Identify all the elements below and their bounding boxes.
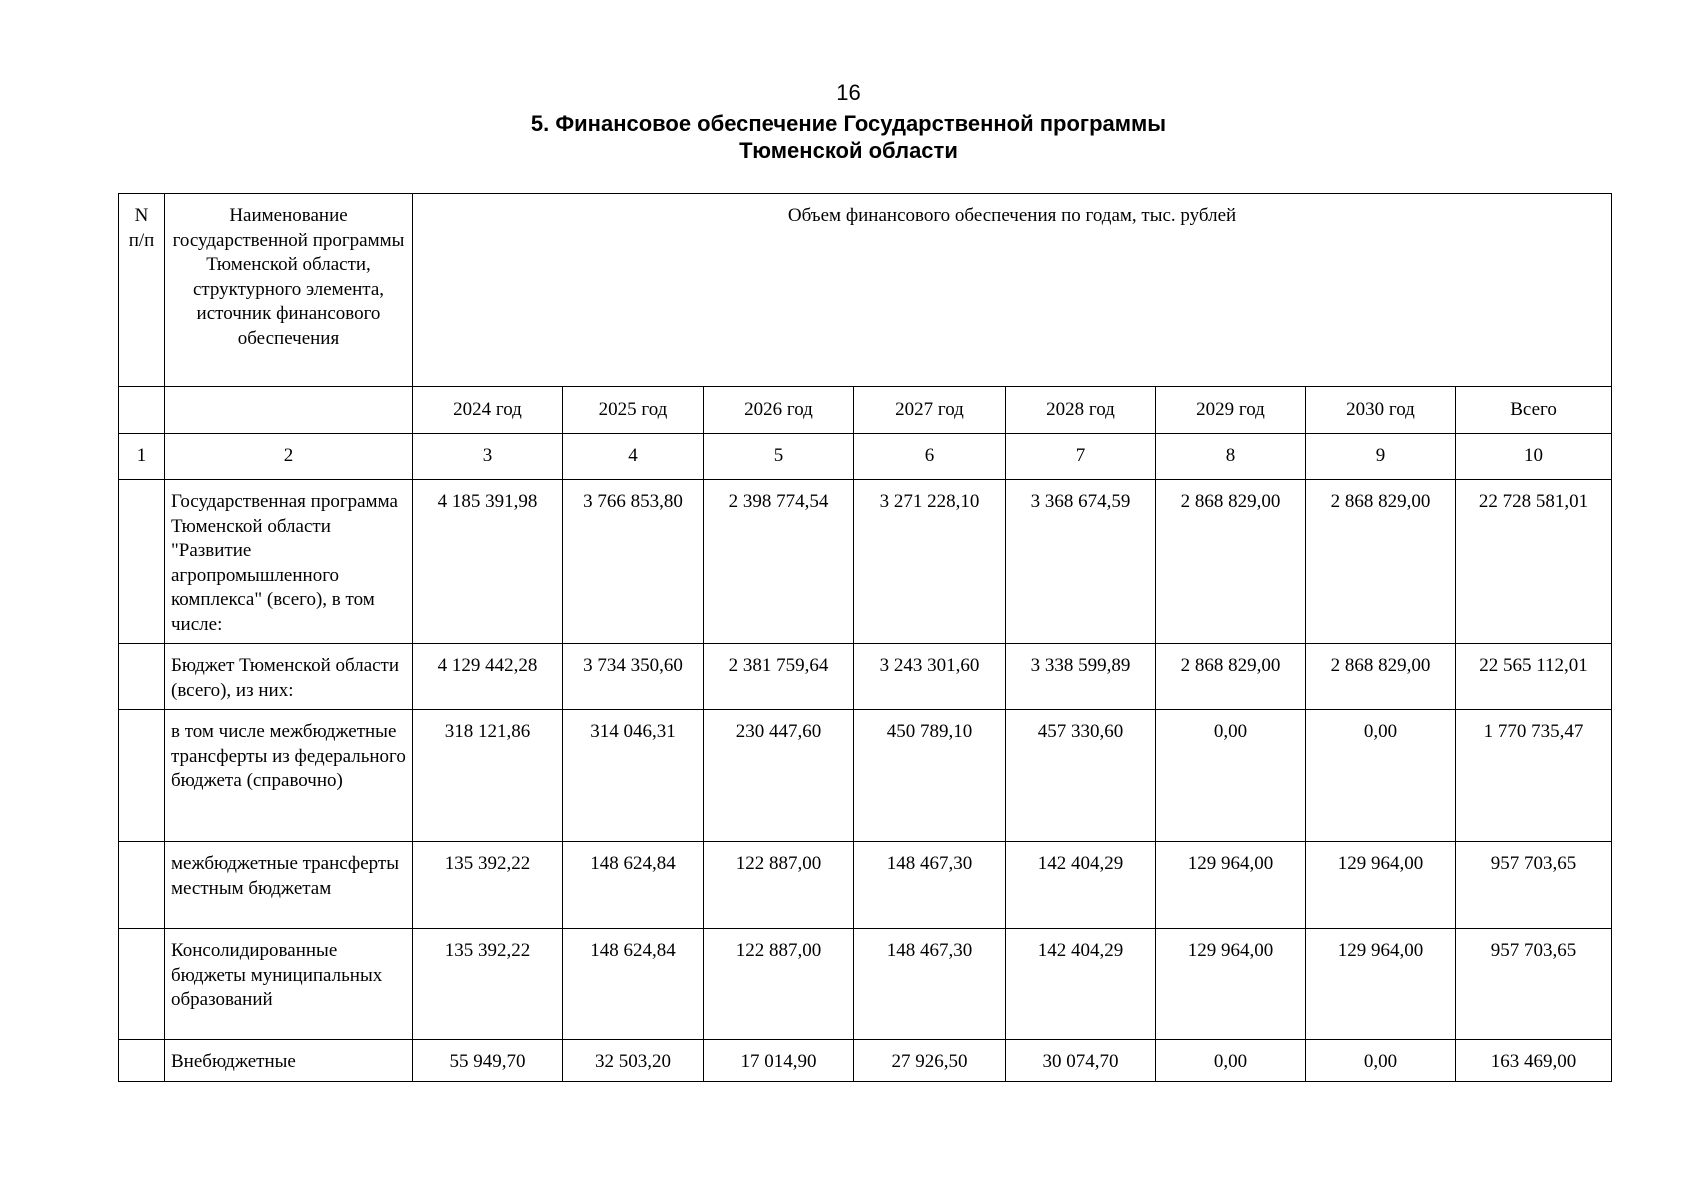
year-header: 2025 год <box>563 387 704 434</box>
value-cell: 142 404,29 <box>1006 842 1156 929</box>
year-header: 2030 год <box>1306 387 1456 434</box>
value-cell: 148 624,84 <box>563 929 704 1040</box>
value-cell: 3 734 350,60 <box>563 644 704 710</box>
column-number: 10 <box>1456 434 1612 480</box>
header-row <box>119 194 1612 387</box>
value-cell: 2 868 829,00 <box>1156 480 1306 644</box>
table-row <box>119 929 1612 1040</box>
value-cell: 2 868 829,00 <box>1306 644 1456 710</box>
value-cell: 457 330,60 <box>1006 710 1156 842</box>
header-num: N п/п <box>119 194 165 387</box>
years-row-empty-cell <box>165 387 413 434</box>
year-header: 2024 год <box>413 387 563 434</box>
value-cell: 135 392,22 <box>413 842 563 929</box>
column-number: 9 <box>1306 434 1456 480</box>
table-row <box>119 480 1612 644</box>
row-label: Консолидированные бюджеты муниципальных образований <box>165 929 413 1040</box>
column-number: 7 <box>1006 434 1156 480</box>
header-name: Наименование государственной программы Тюменской области, структурного элемента, источник финансового обеспечения <box>165 194 413 387</box>
value-cell: 129 964,00 <box>1156 929 1306 1040</box>
column-number: 1 <box>119 434 165 480</box>
value-cell: 3 368 674,59 <box>1006 480 1156 644</box>
value-cell: 2 381 759,64 <box>704 644 854 710</box>
column-number: 5 <box>704 434 854 480</box>
column-number: 3 <box>413 434 563 480</box>
value-cell: 122 887,00 <box>704 842 854 929</box>
value-cell: 122 887,00 <box>704 929 854 1040</box>
page-number: 16 <box>836 80 861 105</box>
value-cell: 3 766 853,80 <box>563 480 704 644</box>
value-cell: 32 503,20 <box>563 1040 704 1082</box>
title-line-1: 5. Финансовое обеспечение Государственной программы <box>530 111 1167 136</box>
value-cell: 163 469,00 <box>1456 1040 1612 1082</box>
value-cell: 0,00 <box>1306 710 1456 842</box>
row-label: в том числе межбюджетные трансферты из федерального бюджета (справочно) <box>165 710 413 842</box>
value-cell: 2 868 829,00 <box>1156 644 1306 710</box>
value-cell: 148 467,30 <box>854 842 1006 929</box>
value-cell: 3 338 599,89 <box>1006 644 1156 710</box>
value-cell: 0,00 <box>1156 710 1306 842</box>
table-row <box>119 842 1612 929</box>
row-number-cell <box>119 929 165 1040</box>
table-row <box>119 710 1612 842</box>
value-cell: 129 964,00 <box>1306 842 1456 929</box>
title-line-2: Тюменской области <box>739 138 958 163</box>
column-number: 8 <box>1156 434 1306 480</box>
value-cell: 314 046,31 <box>563 710 704 842</box>
value-cell: 1 770 735,47 <box>1456 710 1612 842</box>
row-label: межбюджетные трансферты местным бюджетам <box>165 842 413 929</box>
value-cell: 2 398 774,54 <box>704 480 854 644</box>
value-cell: 148 467,30 <box>854 929 1006 1040</box>
value-cell: 230 447,60 <box>704 710 854 842</box>
value-cell: 450 789,10 <box>854 710 1006 842</box>
financing-table <box>118 193 1612 1082</box>
header-volume: Объем финансового обеспечения по годам, тыс. рублей <box>413 194 1612 387</box>
value-cell: 30 074,70 <box>1006 1040 1156 1082</box>
years-row <box>119 387 1612 434</box>
value-cell: 17 014,90 <box>704 1040 854 1082</box>
year-header: 2028 год <box>1006 387 1156 434</box>
column-number: 4 <box>563 434 704 480</box>
value-cell: 2 868 829,00 <box>1306 480 1456 644</box>
row-number-cell <box>119 842 165 929</box>
value-cell: 0,00 <box>1306 1040 1456 1082</box>
value-cell: 135 392,22 <box>413 929 563 1040</box>
years-row-empty-cell <box>119 387 165 434</box>
row-number-cell <box>119 480 165 644</box>
table-row <box>119 1040 1612 1082</box>
value-cell: 4 129 442,28 <box>413 644 563 710</box>
value-cell: 27 926,50 <box>854 1040 1006 1082</box>
value-cell: 0,00 <box>1156 1040 1306 1082</box>
row-number-cell <box>119 1040 165 1082</box>
row-number-cell <box>119 644 165 710</box>
year-header: 2026 год <box>704 387 854 434</box>
row-label: Внебюджетные <box>165 1040 413 1082</box>
value-cell: 957 703,65 <box>1456 842 1612 929</box>
value-cell: 129 964,00 <box>1306 929 1456 1040</box>
table-row <box>119 644 1612 710</box>
value-cell: 318 121,86 <box>413 710 563 842</box>
value-cell: 55 949,70 <box>413 1040 563 1082</box>
year-header: 2027 год <box>854 387 1006 434</box>
value-cell: 22 565 112,01 <box>1456 644 1612 710</box>
table-body <box>119 194 1612 1082</box>
value-cell: 3 243 301,60 <box>854 644 1006 710</box>
value-cell: 22 728 581,01 <box>1456 480 1612 644</box>
row-label: Бюджет Тюменской области (всего), из них: <box>165 644 413 710</box>
column-number: 2 <box>165 434 413 480</box>
value-cell: 957 703,65 <box>1456 929 1612 1040</box>
value-cell: 3 271 228,10 <box>854 480 1006 644</box>
row-label: Государственная программа Тюменской области "Развитие агропромышленного комплекса" (всего), в том числе: <box>165 480 413 644</box>
row-number-cell <box>119 710 165 842</box>
document-title <box>0 110 1697 164</box>
value-cell: 142 404,29 <box>1006 929 1156 1040</box>
value-cell: 129 964,00 <box>1156 842 1306 929</box>
year-header: 2029 год <box>1156 387 1306 434</box>
column-number: 6 <box>854 434 1006 480</box>
value-cell: 148 624,84 <box>563 842 704 929</box>
column-numbers-row <box>119 434 1612 480</box>
value-cell: 4 185 391,98 <box>413 480 563 644</box>
year-header: Всего <box>1456 387 1612 434</box>
